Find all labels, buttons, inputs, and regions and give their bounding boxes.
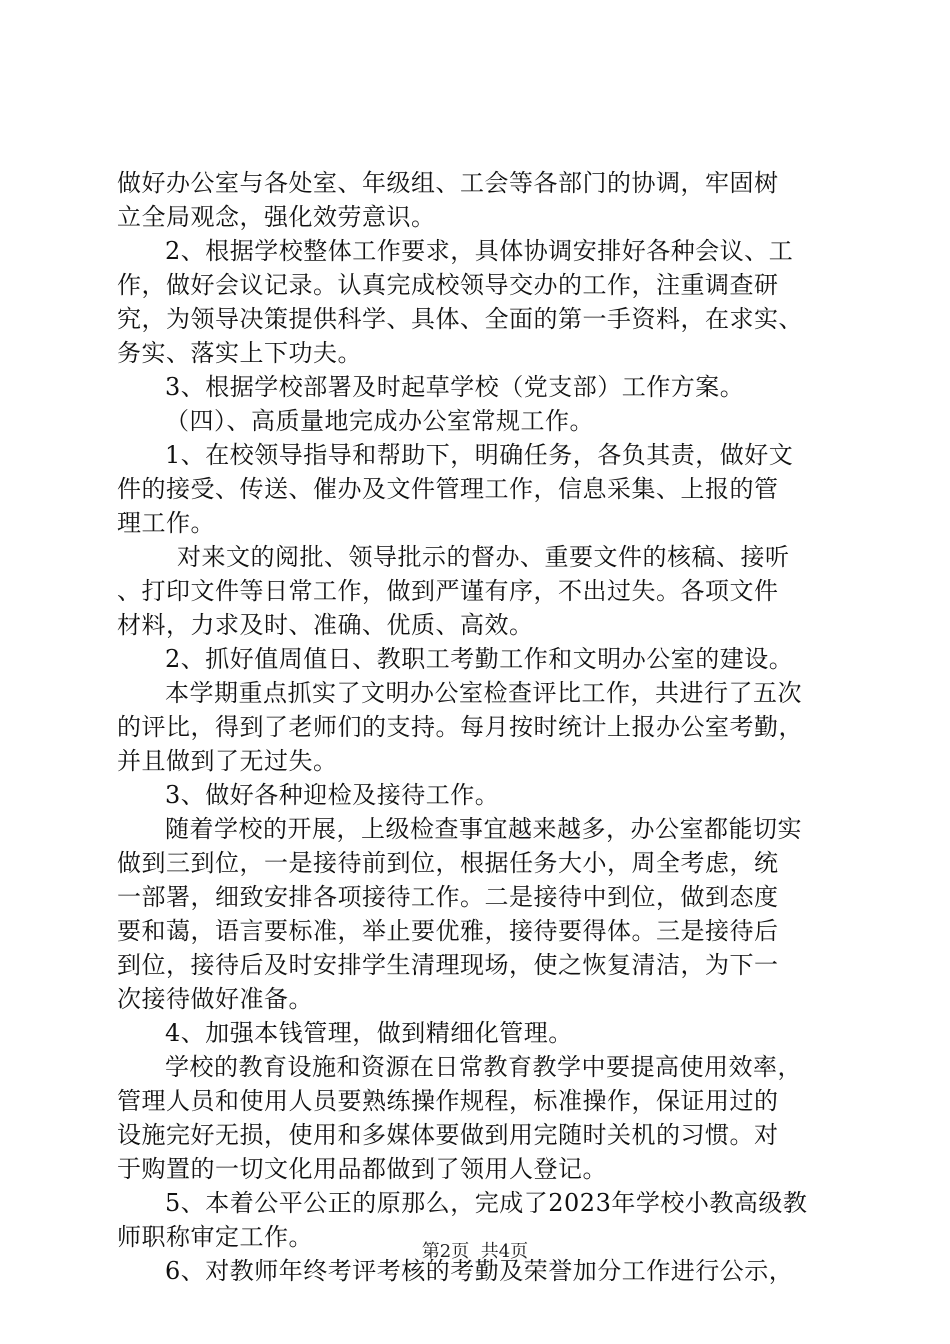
text-line: 的评比，得到了老师们的支持。每月按时统计上报办公室考勤， (117, 713, 803, 741)
text-line: 2、抓好值周值日、教职工考勤工作和文明办公室的建设。 (165, 645, 794, 673)
page-total: 共4页 (480, 1241, 529, 1262)
text-line: 管理人员和使用人员要熟练操作规程，标准操作，保证用过的 (117, 1087, 779, 1115)
text-line: 师职称审定工作。 (117, 1223, 313, 1251)
text-line: 究，为领导决策提供科学、具体、全面的第一手资料，在求实、 (117, 305, 803, 333)
text-line: 3、根据学校部署及时起草学校（党支部）工作方案。 (165, 373, 745, 401)
text-line: 2、根据学校整体工作要求，具体协调安排好各种会议、工 (165, 237, 794, 265)
text-line: 做好办公室与各处室、年级组、工会等各部门的协调，牢固树 (117, 169, 779, 197)
text-line: 材料，力求及时、准确、优质、高效。 (117, 611, 534, 639)
text-line: 5、本着公平公正的原那么，完成了2023年学校小教高级教 (165, 1189, 808, 1217)
text-line: 立全局观念，强化效劳意识。 (117, 203, 436, 231)
text-line: 次接待做好准备。 (117, 985, 313, 1013)
text-line: 、打印文件等日常工作，做到严谨有序，不出过失。各项文件 (117, 577, 779, 605)
text-line: 务实、落实上下功夫。 (117, 339, 362, 367)
page-number: 第2页 (421, 1241, 470, 1262)
text-line: 对来文的阅批、领导批示的督办、重要文件的核稿、接听 (177, 543, 790, 571)
text-line: 6、对教师年终考评考核的考勤及荣誉加分工作进行公示， (165, 1257, 794, 1285)
text-line: 到位，接待后及时安排学生清理现场，使之恢复清洁，为下一 (117, 951, 779, 979)
text-line: 1、在校领导指导和帮助下，明确任务，各负其责，做好文 (165, 441, 794, 469)
text-line: 本学期重点抓实了文明办公室检查评比工作，共进行了五次 (165, 679, 802, 707)
text-line: （四）、高质量地完成办公室常规工作。 (165, 407, 594, 435)
text-line: 作，做好会议记录。认真完成校领导交办的工作，注重调查研 (117, 271, 779, 299)
text-line: 并且做到了无过失。 (117, 747, 338, 775)
text-line: 学校的教育设施和资源在日常教育教学中要提高使用效率， (165, 1053, 802, 1081)
text-line: 理工作。 (117, 509, 215, 537)
text-line: 于购置的一切文化用品都做到了领用人登记。 (117, 1155, 607, 1183)
text-line: 要和蔼，语言要标准，举止要优雅，接待要得体。三是接待后 (117, 917, 779, 945)
text-line: 件的接受、传送、催办及文件管理工作，信息采集、上报的管 (117, 475, 779, 503)
page-footer (0, 1240, 950, 1264)
text-line: 3、做好各种迎检及接待工作。 (165, 781, 500, 809)
text-line: 一部署，细致安排各项接待工作。二是接待中到位，做到态度 (117, 883, 779, 911)
text-line: 设施完好无损，使用和多媒体要做到用完随时关机的习惯。对 (117, 1121, 779, 1149)
text-line: 做到三到位，一是接待前到位，根据任务大小，周全考虑，统 (117, 849, 779, 877)
text-line: 随着学校的开展，上级检查事宜越来越多，办公室都能切实 (165, 815, 802, 843)
text-line: 4、加强本钱管理，做到精细化管理。 (165, 1019, 573, 1047)
